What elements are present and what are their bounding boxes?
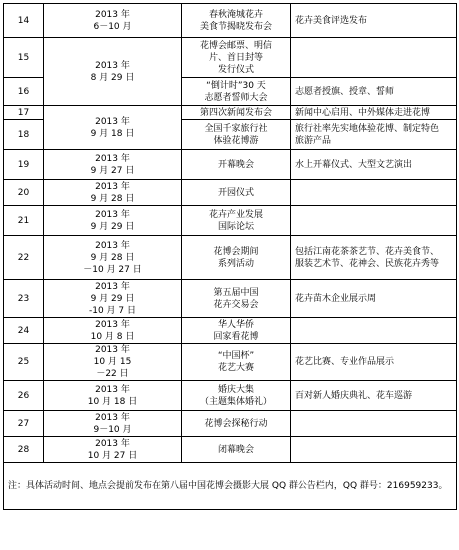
cell-line: 全国千家旅行社 <box>204 123 268 134</box>
footnote: 注：具体活动时间、地点会提前发布在第八届中国花博会摄影大展 QQ 群公告栏内，QQ 群号：216959233。 <box>4 463 457 510</box>
cell-line: 花博会探秘行动 <box>204 418 268 429</box>
event-name <box>182 411 291 437</box>
cell-line: 花卉交易会 <box>213 299 259 310</box>
event-date <box>44 344 182 381</box>
cell-line: 2013 年 <box>95 319 130 330</box>
cell-line: 花艺比赛、专业作品展示 <box>295 357 395 367</box>
row-number: 15 <box>4 38 44 78</box>
cell-line: 志愿者授旗、授章、誓师 <box>295 86 395 97</box>
cell-line: 美食节揭晓发布会 <box>199 21 272 32</box>
cell-line: 9－10 月 <box>93 424 132 435</box>
event-content <box>291 78 457 106</box>
event-name <box>182 318 291 344</box>
cell-line: 花博会期间 <box>213 246 259 257</box>
cell-line: 2013 年 <box>95 345 130 355</box>
row-number: 19 <box>4 150 44 180</box>
event-name <box>182 236 291 280</box>
cell-line: 发行仪式 <box>217 64 254 75</box>
cell-line: －22 日 <box>96 369 129 379</box>
cell-line: 9 月 27 日 <box>90 165 135 176</box>
cell-line: 8 月 29 日 <box>90 72 135 83</box>
event-name <box>182 180 291 206</box>
row-number: 24 <box>4 318 44 344</box>
event-content <box>291 206 457 236</box>
table-row <box>4 38 457 78</box>
cell-line: 2013 年 <box>95 209 130 220</box>
row-number: 21 <box>4 206 44 236</box>
cell-line: 百对新人婚庆典礼、花车巡游 <box>295 390 413 401</box>
cell-line: 第五届中国 <box>213 287 259 298</box>
cell-line: 水上开幕仪式、大型文艺演出 <box>295 159 413 170</box>
event-content <box>291 236 457 280</box>
cell-line: 9 月 29 日 <box>90 293 135 304</box>
row-number: 22 <box>4 236 44 280</box>
event-name <box>182 381 291 411</box>
event-content <box>291 120 457 150</box>
cell-line: 2013 年 <box>95 438 130 449</box>
event-date <box>44 381 182 411</box>
cell-line: 10 月 27 日 <box>87 450 138 461</box>
cell-line: 2013 年 <box>95 412 130 423</box>
row-number: 18 <box>4 120 44 150</box>
row-number: 28 <box>4 437 44 463</box>
event-name <box>182 344 291 381</box>
cell-line: 花艺大赛 <box>217 363 254 373</box>
cell-line: 体验花博游 <box>213 135 259 146</box>
cell-line: 2013 年 <box>95 181 130 192</box>
cell-line: 系列活动 <box>217 258 254 269</box>
event-date <box>44 150 182 180</box>
row-number: 17 <box>4 106 44 120</box>
cell-line: 10 月 18 日 <box>87 396 138 407</box>
row-number: 20 <box>4 180 44 206</box>
row-number: 23 <box>4 280 44 318</box>
cell-line: -10 月 7 日 <box>88 305 136 316</box>
event-schedule-table <box>3 3 457 510</box>
cell-line: 花卉美食评选发布 <box>295 15 368 26</box>
cell-line: －10 月 27 日 <box>83 264 142 275</box>
cell-line: 6－10 月 <box>93 21 132 32</box>
event-name <box>182 437 291 463</box>
event-date <box>44 318 182 344</box>
cell-line: 第四次新闻发布会 <box>199 107 272 118</box>
cell-line: 2013 年 <box>95 384 130 395</box>
event-date <box>44 280 182 318</box>
event-content <box>291 280 457 318</box>
cell-line: 2013 年 <box>95 60 130 71</box>
event-content <box>291 38 457 78</box>
event-date <box>44 180 182 206</box>
cell-line: 9 月 18 日 <box>90 128 135 139</box>
table-body <box>4 4 457 510</box>
row-number: 27 <box>4 411 44 437</box>
row-number: 26 <box>4 381 44 411</box>
event-name <box>182 4 291 38</box>
table-row <box>4 180 457 206</box>
table-row <box>4 106 457 120</box>
event-name <box>182 38 291 78</box>
event-content <box>291 437 457 463</box>
cell-line: 旅游产品 <box>295 135 332 146</box>
table-row <box>4 411 457 437</box>
cell-line: 10 月 8 日 <box>90 331 135 342</box>
cell-line: 新闻中心启用、中外媒体走进花博 <box>295 107 431 118</box>
table-row <box>4 381 457 411</box>
row-number: 14 <box>4 4 44 38</box>
cell-line: “倒计时”30 天 <box>206 80 266 91</box>
event-content <box>291 344 457 381</box>
cell-line: 华人华侨 <box>217 319 254 330</box>
row-number: 16 <box>4 78 44 106</box>
event-name <box>182 78 291 106</box>
table-row <box>4 318 457 344</box>
cell-line: 花博会邮票、明信 <box>199 40 272 51</box>
row-number: 25 <box>4 344 44 381</box>
event-date <box>44 106 182 150</box>
event-date <box>44 38 182 106</box>
event-content <box>291 4 457 38</box>
cell-line: 包括江南花茶茶艺节、花卉美食节、 <box>295 246 440 257</box>
event-content <box>291 318 457 344</box>
cell-line: 志愿者誓师大会 <box>204 92 268 103</box>
cell-line: 回家看花博 <box>213 331 259 342</box>
event-date <box>44 411 182 437</box>
table-row <box>4 206 457 236</box>
note-row <box>4 463 457 510</box>
event-date <box>44 236 182 280</box>
cell-line: 开幕晚会 <box>217 159 254 170</box>
cell-line: 国际论坛 <box>217 221 254 232</box>
event-name <box>182 106 291 120</box>
cell-line: 2013 年 <box>95 153 130 164</box>
cell-line: 婚庆大集 <box>217 384 254 395</box>
cell-line: 花卉苗木企业展示周 <box>295 293 377 304</box>
cell-line: 9 月 29 日 <box>90 221 135 232</box>
cell-line: 2013 年 <box>95 281 130 292</box>
table-row <box>4 4 457 38</box>
cell-line: 服装艺术节、花神会、民族花卉秀等 <box>295 258 440 269</box>
event-content <box>291 180 457 206</box>
cell-line: 2013 年 <box>95 9 130 20</box>
event-date <box>44 4 182 38</box>
cell-line: 开园仪式 <box>217 187 254 198</box>
cell-line: 10 月 15 <box>93 357 132 367</box>
table-row <box>4 150 457 180</box>
cell-line: 春秋淹城花卉 <box>208 9 263 20</box>
cell-line: 花卉产业发展 <box>208 209 263 220</box>
event-name <box>182 280 291 318</box>
cell-line: 2013 年 <box>95 240 130 251</box>
cell-line: 闭幕晚会 <box>217 444 254 455</box>
cell-line: 9 月 28 日 <box>90 252 135 263</box>
table-row <box>4 280 457 318</box>
event-content <box>291 411 457 437</box>
cell-line: 片、首日封等 <box>208 52 263 63</box>
cell-line: 2013 年 <box>95 116 130 127</box>
event-name <box>182 120 291 150</box>
event-name <box>182 150 291 180</box>
event-name <box>182 206 291 236</box>
event-content <box>291 381 457 411</box>
cell-line: 9 月 28 日 <box>90 193 135 204</box>
cell-line: 旅行社率先实地体验花博、制定特色 <box>295 123 440 134</box>
event-date <box>44 206 182 236</box>
event-content <box>291 106 457 120</box>
cell-line: “中国杯” <box>217 351 255 361</box>
event-date <box>44 437 182 463</box>
table-row <box>4 344 457 381</box>
cell-line: （主题集体婚礼） <box>199 396 272 407</box>
table-row <box>4 437 457 463</box>
event-content <box>291 150 457 180</box>
table-row <box>4 236 457 280</box>
